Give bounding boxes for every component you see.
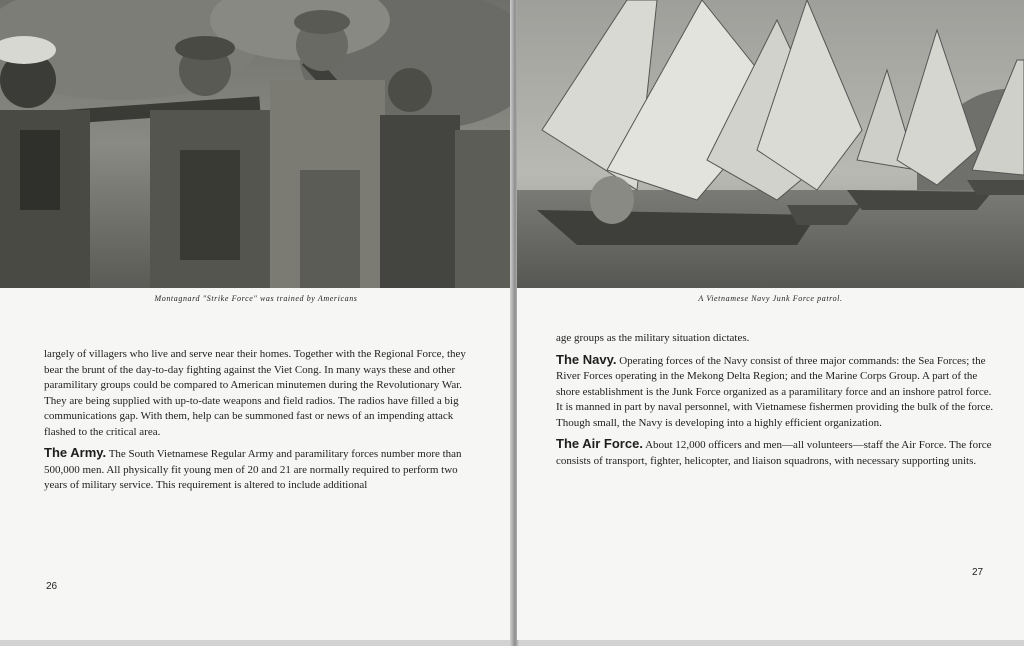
navy-paragraph	[556, 352, 996, 432]
airforce-heading: The Air Force.	[556, 436, 643, 451]
airforce-text: About 12,000 officers and men—all volunteers—staff the Air Force. The force consists of transport, fighter, helicopter, and liaison squadrons, with necessary supporting units.	[556, 439, 992, 467]
left-body	[44, 347, 474, 494]
page-number: 26	[46, 581, 58, 592]
continuation-paragraph: age groups as the military situation dictates.	[556, 332, 750, 344]
page-number: 27	[972, 567, 984, 578]
navy-heading: The Navy.	[556, 351, 617, 367]
right-page	[517, 0, 1024, 640]
right-body	[556, 331, 996, 469]
navy-text: Operating forces of the Navy consist of three major commands: the Sea Forces; the River Forces operating in the Mekong Delta Region; and the Marine Corps Group. A part of the shore establishment is the Junk Force organized as a paramilitary force and an inshore patrol force. It is manned in part by naval personnel, with Vietnamese fishermen providing the bulk of the force. Though small, the Navy is developing into a highly efficient organization.	[556, 354, 994, 429]
left-page	[0, 0, 512, 640]
junk-force-photo	[517, 0, 1024, 288]
army-paragraph	[44, 445, 474, 494]
army-heading: The Army.	[44, 445, 107, 460]
photo-caption: Montagnard "Strike Force" was trained by Americans	[154, 294, 358, 303]
strike-force-photo	[0, 0, 512, 288]
paragraph: largely of villagers who live and serve near their homes. Together with the Regional Force, they bear the brunt of the day-to-day fighting against the Viet Cong. In many ways these and other paramilitary groups could be compared to American minutemen during the Revolutionary War. They are being supplied with up-to-date weapons and field radios. The radios have filled a big communications gap. With them, help can be summoned fast or news of an impending attack flashed to the critical area.	[44, 348, 466, 438]
army-text: The South Vietnamese Regular Army and paramilitary forces number more than 500,000 men. All physically fit young men of 20 and 21 are normally required to perform two years of military service. This requirement is altered to include additional	[44, 448, 462, 491]
airforce-paragraph	[556, 436, 996, 469]
photo-caption: A Vietnamese Navy Junk Force patrol.	[698, 294, 843, 303]
